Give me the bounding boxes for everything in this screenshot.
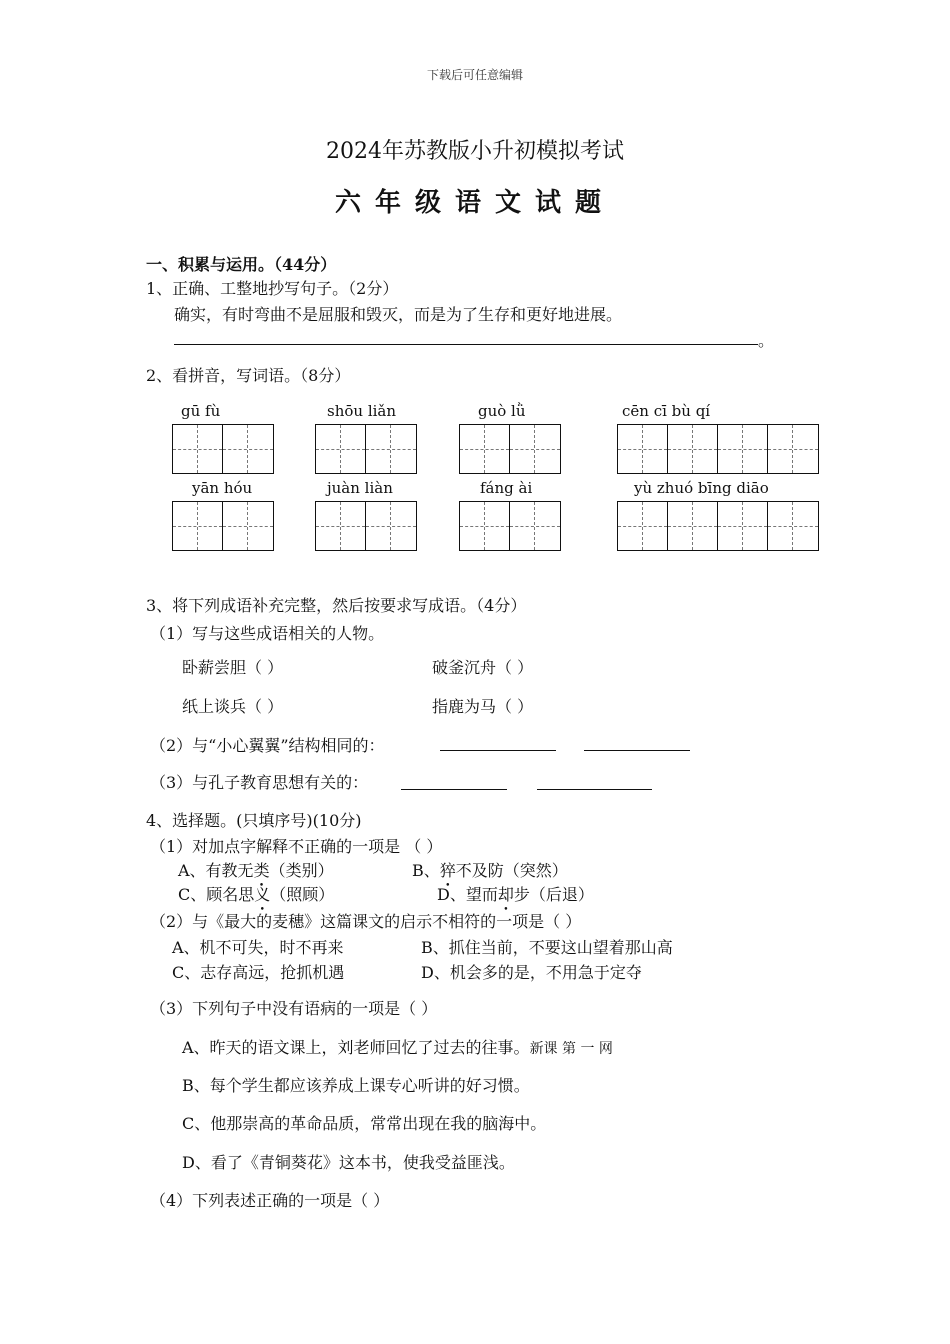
answer-line[interactable] <box>537 789 652 790</box>
q4-p2-option-c: C、志存高远，抢抓机遇 <box>172 963 345 982</box>
q2-label: 2、看拼音，写词语。（8分） <box>146 366 351 385</box>
q4-p3-option-c: C、他那崇高的革命品质，常常出现在我的脑海中。 <box>182 1114 547 1133</box>
q1-sentence: 确实，有时弯曲不是屈服和毁灭，而是为了生存和更好地进展。 <box>174 305 623 324</box>
q4-p1-option-a: A、有教无类（类别） <box>178 861 334 880</box>
pinyin: guò lǜ <box>478 402 526 420</box>
idiom-item: 卧薪尝胆（ ） <box>182 658 284 677</box>
q3-sub1: （1）写与这些成语相关的人物。 <box>150 624 385 643</box>
q4-p1-stem: （1）对加点字解释不正确的一项是 （ ） <box>150 837 443 856</box>
q4-p4-stem: （4）下列表述正确的一项是（ ） <box>150 1191 390 1210</box>
q3-label: 3、将下列成语补充完整，然后按要求写成语。（4分） <box>146 596 527 615</box>
writing-grid[interactable] <box>172 424 274 474</box>
idiom-item: 指鹿为马（ ） <box>432 697 534 716</box>
watermark-text: 新课 第 一 网 <box>529 1041 613 1057</box>
q1-answer-line[interactable] <box>174 344 758 345</box>
q4-p1-option-b: B、猝不及防（突然） <box>412 861 568 880</box>
q4-p3-option-a: A、昨天的语文课上，刘老师回忆了过去的往事。新课 第 一 网 <box>182 1038 613 1057</box>
q4-p3-stem: （3）下列句子中没有语病的一项是（ ） <box>150 999 438 1018</box>
writing-grid[interactable] <box>617 424 819 474</box>
writing-grid[interactable] <box>459 424 561 474</box>
idiom-item: 破釜沉舟（ ） <box>432 658 534 677</box>
header-note: 下载后可任意编辑 <box>426 68 523 82</box>
writing-grid[interactable] <box>459 501 561 551</box>
pinyin: cēn cī bù qí <box>622 402 711 420</box>
q4-p2-option-d: D、机会多的是，不用急于定夺 <box>421 963 642 982</box>
answer-line[interactable] <box>401 789 507 790</box>
q4-label: 4、选择题。(只填序号)(10分) <box>146 811 362 830</box>
q4-p1-option-d: D、望而却步（后退） <box>437 885 594 904</box>
q1-end-mark: 。 <box>758 331 775 350</box>
q4-p2-option-a: A、机不可失，时不再来 <box>172 938 344 957</box>
writing-grid[interactable] <box>172 501 274 551</box>
page-title: 2024年苏教版小升初模拟考试 <box>326 139 624 164</box>
page-subtitle: 六年级语文试题 <box>334 188 615 218</box>
q4-p2-stem: （2）与《最大的麦穗》这篇课文的启示不相符的一项是（ ） <box>150 912 582 931</box>
q4-p1-option-c: C、顾名思义（照顾） <box>178 885 335 904</box>
q1-label: 1、正确、工整地抄写句子。（2分） <box>146 279 399 298</box>
writing-grid[interactable] <box>315 424 417 474</box>
section-1-heading: 一、积累与运用。（44分） <box>146 255 337 274</box>
writing-grid[interactable] <box>617 501 819 551</box>
q4-p3-option-d: D、看了《青铜葵花》这本书，使我受益匪浅。 <box>182 1153 515 1172</box>
pinyin: fáng ài <box>480 479 533 497</box>
writing-grid[interactable] <box>315 501 417 551</box>
idiom-item: 纸上谈兵（ ） <box>182 697 284 716</box>
q4-p2-option-b: B、抓住当前，不要这山望着那山高 <box>421 938 673 957</box>
pinyin: yù zhuó bīng diāo <box>634 479 769 497</box>
pinyin: shōu liǎn <box>327 402 397 420</box>
answer-line[interactable] <box>584 750 690 751</box>
pinyin: yān hóu <box>192 479 253 497</box>
answer-line[interactable] <box>440 750 556 751</box>
q3-sub2: （2）与“小心翼翼”结构相同的： <box>150 736 385 755</box>
pinyin: juàn liàn <box>327 479 393 497</box>
pinyin: gū fù <box>181 402 221 420</box>
q4-p3-option-b: B、每个学生都应该养成上课专心听讲的好习惯。 <box>182 1076 530 1095</box>
q3-sub3: （3）与孔子教育思想有关的： <box>150 773 369 792</box>
